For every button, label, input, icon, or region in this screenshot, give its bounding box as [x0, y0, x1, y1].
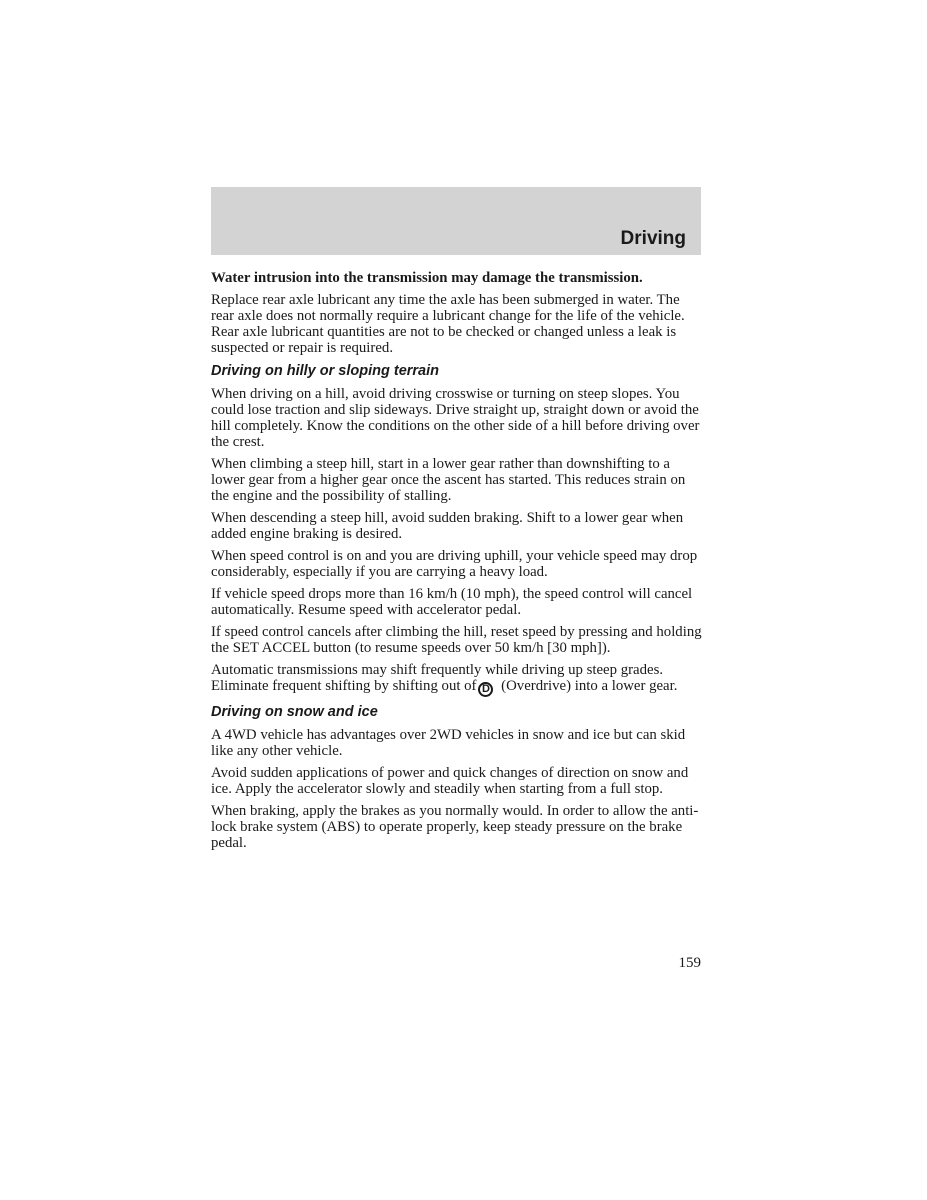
automatic-shifting-text-before: Automatic transmissions may shift frequently while driving up steep grades. Eliminate frequent shifting by shifting out of: [211, 662, 664, 694]
paragraph-automatic-shifting: [211, 662, 703, 697]
section-header-band: [211, 187, 701, 255]
paragraph-speed-reset: If speed control cancels after climbing the hill, reset speed by pressing and holding the SET ACCEL button (to resume speeds over 50 km/h [30 mph]).: [211, 624, 702, 656]
paragraph-4wd-advantages: A 4WD vehicle has advantages over 2WD vehicles in snow and ice but can skid like any other vehicle.: [211, 727, 686, 759]
paragraph-axle-lubricant: Replace rear axle lubricant any time the axle has been submerged in water. The rear axle does not normally require a lubricant change for the life of the vehicle. Rear axle lubricant quantities are not to be checked or changed unless a leak is suspected or repair is required.: [211, 292, 685, 356]
overdrive-d-icon: D: [478, 682, 493, 697]
page-content: [211, 270, 703, 857]
paragraph-speed-control-uphill: When speed control is on and you are driving uphill, your vehicle speed may drop considerably, especially if you are carrying a heavy load.: [211, 548, 698, 580]
heading-snow-ice: Driving on snow and ice: [211, 704, 378, 720]
paragraph-speed-drop: If vehicle speed drops more than 16 km/h (10 mph), the speed control will cancel automatically. Resume speed with accelerator pedal.: [211, 586, 693, 618]
paragraph-braking-abs: When braking, apply the brakes as you normally would. In order to allow the anti-lock brake system (ABS) to operate properly, keep steady pressure on the brake pedal.: [211, 803, 699, 851]
automatic-shifting-text-after: (Overdrive) into a lower gear.: [497, 678, 678, 694]
paragraph-climbing-hill: When climbing a steep hill, start in a lower gear rather than downshifting to a lower gear from a higher gear once the ascent has started. This reduces strain on the engine and the possibility of stalling.: [211, 456, 686, 504]
section-title: Driving: [620, 228, 686, 249]
warning-text: Water intrusion into the transmission may damage the transmission.: [211, 270, 643, 286]
paragraph-descending-hill: When descending a steep hill, avoid sudden braking. Shift to a lower gear when added engine braking is desired.: [211, 510, 684, 542]
heading-hilly-terrain: Driving on hilly or sloping terrain: [211, 363, 439, 379]
paragraph-avoid-sudden-power: Avoid sudden applications of power and quick changes of direction on snow and ice. Apply the accelerator slowly and steadily when starting from a full stop.: [211, 765, 689, 797]
page-number: 159: [678, 955, 701, 971]
paragraph-hill-crosswise: When driving on a hill, avoid driving crosswise or turning on steep slopes. You could lose traction and slip sideways. Drive straight up, straight down or avoid the hill completely. Know the conditions on the other side of a hill before driving over the crest.: [211, 386, 700, 450]
